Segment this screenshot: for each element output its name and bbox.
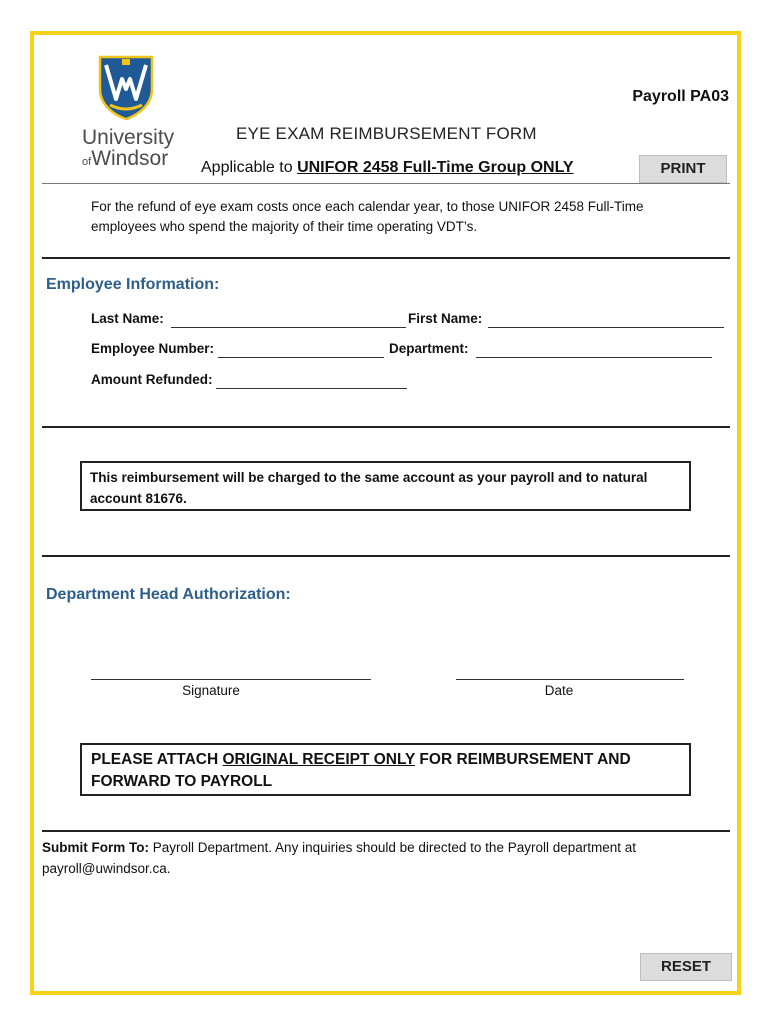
- submit-text: Payroll Department. Any inquiries should be directed to the Payroll department at payroll@uwindsor.ca.: [42, 840, 637, 876]
- last-name-field[interactable]: [171, 327, 406, 328]
- first-name-label: First Name:: [408, 311, 483, 326]
- employee-number-field[interactable]: [218, 357, 384, 358]
- intro-text: For the refund of eye exam costs once each calendar year, to those UNIFOR 2458 Full-Time employees who spend the majority of their time operating VDT’s.: [91, 199, 644, 234]
- logo-text-university: University: [82, 126, 175, 149]
- section-divider: [42, 830, 730, 832]
- first-name-field[interactable]: [488, 327, 724, 328]
- form-frame: [30, 31, 741, 995]
- shield-crest-icon: [98, 55, 154, 121]
- subtitle-prefix: Applicable to: [201, 159, 298, 176]
- receipt-notice: [80, 743, 691, 796]
- amount-refunded-label: Amount Refunded:: [91, 372, 213, 387]
- department-field[interactable]: [476, 357, 712, 358]
- last-name-label: Last Name:: [91, 311, 164, 326]
- signature-caption: Signature: [182, 683, 240, 698]
- submit-label: Submit Form To:: [42, 840, 149, 855]
- university-logo: [82, 55, 175, 195]
- employee-info-heading: Employee Information:: [46, 276, 220, 293]
- print-button[interactable]: PRINT: [639, 155, 727, 183]
- employee-number-label: Employee Number:: [91, 341, 215, 356]
- section-divider: [42, 257, 730, 259]
- signature-field[interactable]: [91, 679, 371, 680]
- account-notice: This reimbursement will be charged to the same account as your payroll and to natural account 81676.: [80, 461, 691, 511]
- header-divider: [42, 183, 730, 184]
- amount-refunded-field[interactable]: [216, 388, 407, 389]
- form-title: EYE EXAM REIMBURSEMENT FORM: [236, 124, 537, 143]
- subtitle-emphasis: UNIFOR 2458 Full-Time Group ONLY: [297, 159, 574, 176]
- section-divider: [42, 426, 730, 428]
- submit-instructions: [42, 837, 732, 879]
- receipt-notice-emphasis: ORIGINAL RECEIPT ONLY: [222, 751, 416, 768]
- reset-button[interactable]: RESET: [640, 953, 732, 981]
- form-subtitle: [201, 159, 574, 177]
- logo-wordmark: [82, 126, 175, 173]
- authorization-heading: Department Head Authorization:: [46, 586, 291, 603]
- date-field[interactable]: [456, 679, 684, 680]
- section-divider: [42, 555, 730, 557]
- date-caption: Date: [544, 683, 574, 698]
- form-code: Payroll PA03: [632, 88, 729, 105]
- logo-text-of: of: [82, 156, 92, 168]
- receipt-notice-prefix: PLEASE ATTACH: [91, 751, 223, 768]
- department-label: Department:: [389, 341, 469, 356]
- receipt-notice-suffix: FOR REIMBURSEMENT AND FORWARD TO PAYROLL: [91, 751, 631, 790]
- logo-text-windsor: Windsor: [91, 147, 169, 170]
